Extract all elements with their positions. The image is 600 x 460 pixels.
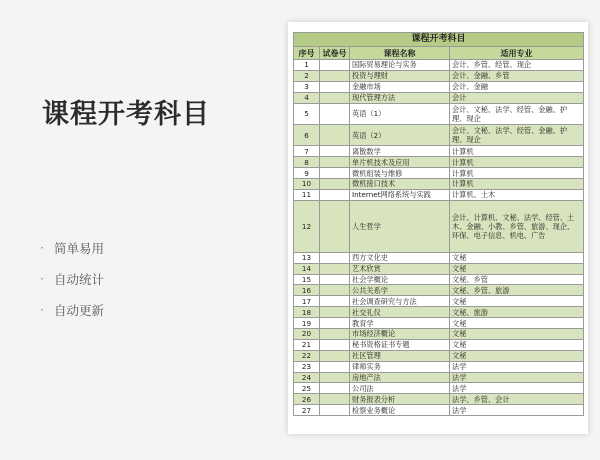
cell-code <box>320 372 350 383</box>
feature-list <box>40 232 104 325</box>
feature-label: 自动更新 <box>54 302 105 318</box>
table-row <box>294 200 584 252</box>
cell-major: 会计、金融 <box>450 81 584 92</box>
cell-code <box>320 318 350 329</box>
cell-code <box>320 361 350 372</box>
cell-course: 微机组装与维修 <box>350 168 450 179</box>
cell-course: 教育学 <box>350 318 450 329</box>
table-caption-row <box>294 33 584 47</box>
course-table <box>293 32 584 416</box>
cell-no: 10 <box>294 179 320 190</box>
table-row <box>294 263 584 274</box>
column-header-no: 序号 <box>294 47 320 60</box>
cell-major: 计算机、土木 <box>450 189 584 200</box>
cell-major: 会计 <box>450 92 584 103</box>
cell-course: 市场经济概论 <box>350 329 450 340</box>
cell-no: 6 <box>294 124 320 145</box>
cell-course: 律师实务 <box>350 361 450 372</box>
cell-course: 检察业务概论 <box>350 405 450 416</box>
cell-no: 2 <box>294 70 320 81</box>
table-row <box>294 318 584 329</box>
feature-item <box>40 232 104 263</box>
cell-no: 7 <box>294 146 320 157</box>
cell-code <box>320 350 350 361</box>
cell-major: 计算机 <box>450 157 584 168</box>
cell-course: 社会调查研究与方法 <box>350 296 450 307</box>
cell-no: 15 <box>294 274 320 285</box>
cell-no: 4 <box>294 92 320 103</box>
cell-code <box>320 81 350 92</box>
cell-no: 14 <box>294 263 320 274</box>
cell-no: 26 <box>294 394 320 405</box>
cell-no: 21 <box>294 339 320 350</box>
cell-major: 文秘 <box>450 318 584 329</box>
column-header-course: 课程名称 <box>350 47 450 60</box>
cell-code <box>320 189 350 200</box>
cell-code <box>320 307 350 318</box>
cell-major: 会计、金融、乡管 <box>450 70 584 81</box>
table-row <box>294 296 584 307</box>
cell-course: 微机接口技术 <box>350 179 450 190</box>
table-row <box>294 157 584 168</box>
cell-course: 投资与理财 <box>350 70 450 81</box>
cell-course: 社交礼仪 <box>350 307 450 318</box>
cell-course: 离散数学 <box>350 146 450 157</box>
table-row <box>294 103 584 124</box>
table-row <box>294 285 584 296</box>
cell-course: 金融市场 <box>350 81 450 92</box>
cell-major: 文秘 <box>450 339 584 350</box>
table-row <box>294 60 584 71</box>
cell-course: 英语（1） <box>350 103 450 124</box>
bullet-icon: · <box>40 302 44 317</box>
table-caption: 课程开考科目 <box>294 33 584 47</box>
table-row <box>294 361 584 372</box>
table-row <box>294 168 584 179</box>
cell-course: 单片机技术及应用 <box>350 157 450 168</box>
cell-no: 1 <box>294 60 320 71</box>
cell-code <box>320 405 350 416</box>
cell-course: 社会学概论 <box>350 274 450 285</box>
feature-label: 简单易用 <box>54 240 105 256</box>
cell-course: 国际贸易理论与实务 <box>350 60 450 71</box>
cell-course: 社区管理 <box>350 350 450 361</box>
cell-code <box>320 103 350 124</box>
cell-no: 17 <box>294 296 320 307</box>
table-row <box>294 70 584 81</box>
cell-code <box>320 339 350 350</box>
cell-code <box>320 263 350 274</box>
cell-course: 西方文化史 <box>350 252 450 263</box>
cell-code <box>320 200 350 252</box>
cell-major: 会计、文秘、法学、经管、金融、护理、现企 <box>450 124 584 145</box>
cell-major: 会计、计算机、文秘、法学、经管、土木、金融、小教、乡管、旅游、现企、环保、电子信息、机电、广告 <box>450 200 584 252</box>
cell-course: 财务报表分析 <box>350 394 450 405</box>
cell-code <box>320 179 350 190</box>
column-header-code: 试卷号 <box>320 47 350 60</box>
cell-major: 法学 <box>450 372 584 383</box>
cell-no: 24 <box>294 372 320 383</box>
table-header-row <box>294 47 584 60</box>
cell-course: 房地产法 <box>350 372 450 383</box>
cell-course: 艺术欣赏 <box>350 263 450 274</box>
table-row <box>294 383 584 394</box>
cell-code <box>320 157 350 168</box>
table-row <box>294 92 584 103</box>
cell-code <box>320 285 350 296</box>
table-row <box>294 146 584 157</box>
cell-code <box>320 394 350 405</box>
cell-major: 法学 <box>450 361 584 372</box>
cell-no: 8 <box>294 157 320 168</box>
cell-code <box>320 70 350 81</box>
cell-no: 19 <box>294 318 320 329</box>
cell-major: 文秘、乡管 <box>450 274 584 285</box>
cell-major: 法学 <box>450 383 584 394</box>
bullet-icon: · <box>40 271 44 286</box>
cell-code <box>320 124 350 145</box>
cell-code <box>320 60 350 71</box>
cell-code <box>320 146 350 157</box>
cell-course: 人生哲学 <box>350 200 450 252</box>
table-row <box>294 350 584 361</box>
table-row <box>294 329 584 340</box>
cell-course: Internet网络系统与实践 <box>350 189 450 200</box>
table-row <box>294 394 584 405</box>
cell-course: 公共关系学 <box>350 285 450 296</box>
cell-major: 文秘 <box>450 252 584 263</box>
column-header-major: 适用专业 <box>450 47 584 60</box>
cell-major: 文秘、旅游 <box>450 307 584 318</box>
table-row <box>294 405 584 416</box>
table-row <box>294 372 584 383</box>
cell-major: 文秘、乡管、旅游 <box>450 285 584 296</box>
cell-major: 文秘 <box>450 296 584 307</box>
table-row <box>294 307 584 318</box>
bullet-icon: · <box>40 240 44 255</box>
cell-no: 13 <box>294 252 320 263</box>
cell-course: 现代管理方法 <box>350 92 450 103</box>
cell-code <box>320 296 350 307</box>
cell-no: 23 <box>294 361 320 372</box>
cell-major: 计算机 <box>450 168 584 179</box>
cell-code <box>320 252 350 263</box>
cell-no: 5 <box>294 103 320 124</box>
feature-item <box>40 294 104 325</box>
cell-no: 12 <box>294 200 320 252</box>
table-body <box>294 60 584 416</box>
cell-no: 27 <box>294 405 320 416</box>
cell-course: 秘书资格证书专题 <box>350 339 450 350</box>
cell-no: 22 <box>294 350 320 361</box>
cell-major: 文秘 <box>450 329 584 340</box>
cell-major: 会计、乡管、经管、现企 <box>450 60 584 71</box>
table-row <box>294 124 584 145</box>
feature-item <box>40 263 104 294</box>
cell-major: 法学 <box>450 405 584 416</box>
cell-code <box>320 168 350 179</box>
cell-major: 计算机 <box>450 179 584 190</box>
cell-code <box>320 329 350 340</box>
page-title: 课程开考科目 <box>42 99 210 130</box>
cell-major: 文秘 <box>450 350 584 361</box>
table-row <box>294 189 584 200</box>
cell-no: 3 <box>294 81 320 92</box>
cell-major: 文秘 <box>450 263 584 274</box>
table-row <box>294 274 584 285</box>
cell-no: 25 <box>294 383 320 394</box>
feature-label: 自动统计 <box>54 271 105 287</box>
table-row <box>294 339 584 350</box>
table-row <box>294 252 584 263</box>
cell-no: 18 <box>294 307 320 318</box>
cell-code <box>320 383 350 394</box>
cell-code <box>320 274 350 285</box>
cell-no: 20 <box>294 329 320 340</box>
cell-no: 16 <box>294 285 320 296</box>
cell-major: 法学、乡管、会计 <box>450 394 584 405</box>
cell-no: 9 <box>294 168 320 179</box>
spreadsheet-preview <box>288 22 588 434</box>
cell-major: 会计、文秘、法学、经管、金融、护理、现企 <box>450 103 584 124</box>
cell-code <box>320 92 350 103</box>
cell-course: 公司法 <box>350 383 450 394</box>
cell-major: 计算机 <box>450 146 584 157</box>
cell-no: 11 <box>294 189 320 200</box>
cell-course: 英语（2） <box>350 124 450 145</box>
table-row <box>294 81 584 92</box>
table-row <box>294 179 584 190</box>
